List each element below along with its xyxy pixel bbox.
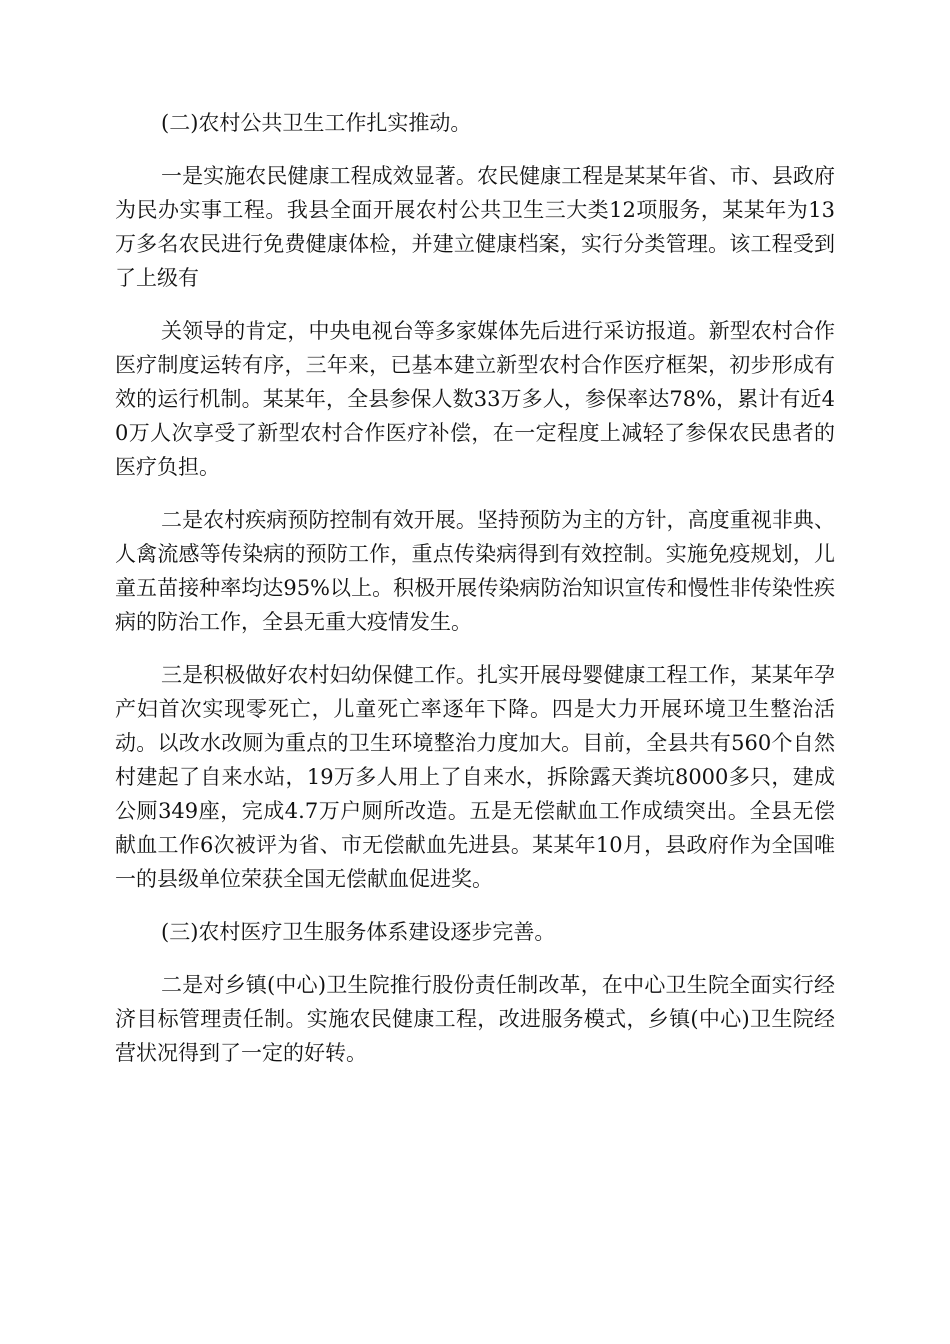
paragraph-township-hospital-reform: 二是对乡镇(中心)卫生院推行股份责任制改革，在中心卫生院全面实行经济目标管理责任制。实施农民健康工程，改进服务模式，乡镇(中心)卫生院经营状况得到了一定的好转。	[115, 973, 835, 1065]
document-body	[115, 106, 835, 1089]
section-heading-public-health: (二)农村公共卫生工作扎实推动。	[161, 111, 472, 135]
paragraph-cooperative-medical: 关领导的肯定，中央电视台等多家媒体先后进行采访报道。新型农村合作医疗制度运转有序，三年来，已基本建立新型农村合作医疗框架，初步形成有效的运行机制。某某年，全县参保人数33万多人，参保率达78%，累计有近40万人次享受了新型农村合作医疗补偿，在一定程度上减轻了参保农民患者的医疗负担。	[115, 319, 835, 479]
paragraph-disease-prevention: 二是农村疾病预防控制有效开展。坚持预防为主的方针，高度重视非典、人禽流感等传染病的预防工作，重点传染病得到有效控制。实施免疫规划，儿童五苗接种率均达95%以上。积极开展传染病防治知识宣传和慢性非传染性疾病的防治工作，全县无重大疫情发生。	[115, 508, 835, 634]
section-heading-service-system: (三)农村医疗卫生服务体系建设逐步完善。	[161, 920, 556, 944]
paragraph-maternal-child-health: 三是积极做好农村妇幼保健工作。扎实开展母婴健康工程工作，某某年孕产妇首次实现零死亡，儿童死亡率逐年下降。四是大力开展环境卫生整治活动。以改水改厕为重点的卫生环境整治力度加大。目前，全县共有560个自然村建起了自来水站，19万多人用上了自来水，拆除露天粪坑8000多只，建成公厕349座，完成4.7万户厕所改造。五是无偿献血工作成绩突出。全县无偿献血工作6次被评为省、市无偿献血先进县。某某年10月，县政府作为全国唯一的县级单位荣获全国无偿献血促进奖。	[115, 663, 835, 891]
paragraph-health-project: 一是实施农民健康工程成效显著。农民健康工程是某某年省、市、县政府为民办实事工程。我县全面开展农村公共卫生三大类12项服务，某某年为13万多名农民进行免费健康体检，并建立健康档案，实行分类管理。该工程受到了上级有	[115, 164, 835, 290]
